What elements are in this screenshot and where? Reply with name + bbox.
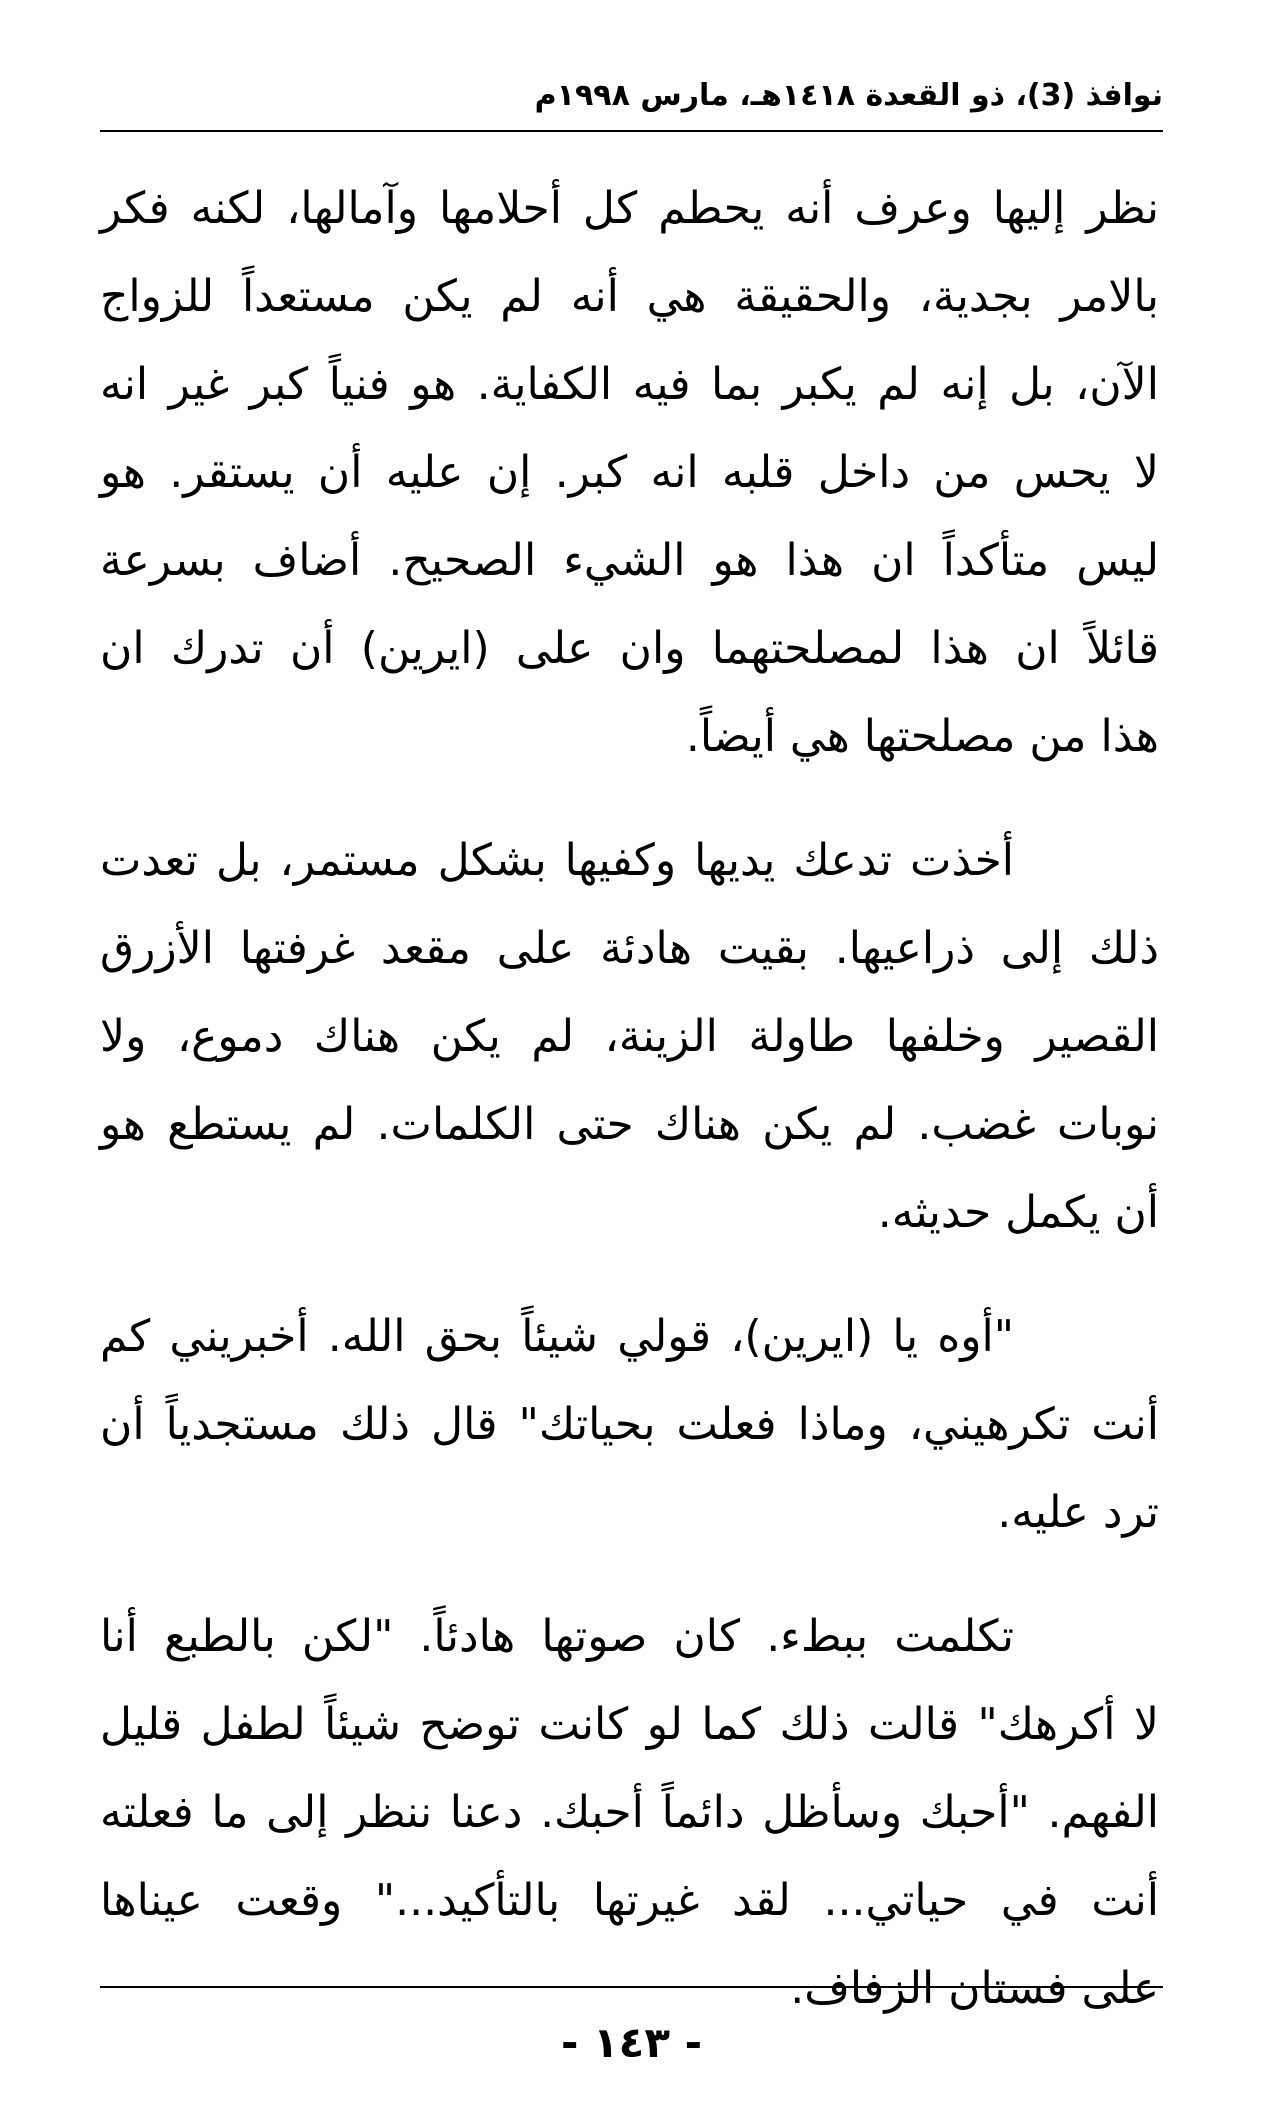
text-line: هذا من مصلحتها هي أيضاً. [685, 711, 1159, 762]
text-line: قائلاً ان هذا لمصلحتهما وان على (ايرين) أن تدرك ان [100, 623, 1159, 674]
text-line: الآن، بل إنه لم يكبر بما فيه الكفاية. هو فنياً كبر غير انه [100, 359, 1159, 410]
text-line: لا يحس من داخل قلبه انه كبر. إن عليه أن يستقر. هو [100, 447, 1159, 498]
footer-rule [100, 1986, 1163, 1988]
text-line: ذلك إلى ذراعيها. بقيت هادئة على مقعد غرفتها الأزرق [100, 923, 1159, 974]
text-line: أن يكمل حديثه. [877, 1187, 1159, 1238]
text-line: "أوه يا (ايرين)، قولي شيئاً بحق الله. أخبريني كم [100, 1311, 1014, 1362]
text-line: أخذت تدعك يديها وكفيها بشكل مستمر، بل تعدت [100, 835, 1014, 886]
running-head: نوافذ (3)، ذو القعدة ١٤١٨هـ، مارس ١٩٩٨م [534, 78, 1163, 113]
paragraph-3 [100, 1293, 1159, 1557]
text-line: بالامر بجدية، والحقيقة هي أنه لم يكن مستعداً للزواج [100, 271, 1159, 322]
paragraph-1 [100, 165, 1159, 781]
paragraph-2 [100, 817, 1159, 1257]
paragraph-4 [100, 1593, 1159, 2033]
header-rule [100, 130, 1163, 132]
text-line: تكلمت ببطء. كان صوتها هادئاً. "لكن بالطبع أنا [100, 1611, 1014, 1662]
text-line: القصير وخلفها طاولة الزينة، لم يكن هناك دموع، ولا [100, 1011, 1159, 1062]
text-line: نوبات غضب. لم يكن هناك حتى الكلمات. لم يستطع هو [100, 1099, 1159, 1150]
body-text [100, 165, 1159, 2069]
text-line: الفهم. "أحبك وسأظل دائماً أحبك. دعنا ننظر إلى ما فعلته [100, 1787, 1159, 1838]
text-line: ليس متأكداً ان هذا هو الشيء الصحيح. أضاف بسرعة [100, 535, 1159, 586]
text-line: نظر إليها وعرف أنه يحطم كل أحلامها وآمالها، لكنه فكر [100, 183, 1159, 234]
page-number: - ١٤٣ - [560, 2018, 703, 2067]
text-line: على فستان الزفاف. [790, 1963, 1159, 2014]
text-line: لا أكرهك" قالت ذلك كما لو كانت توضح شيئاً لطفل قليل [100, 1699, 1159, 1750]
text-line: ترد عليه. [997, 1487, 1159, 1538]
text-line: أنت في حياتي... لقد غيرتها بالتأكيد..." وقعت عيناها [100, 1875, 1159, 1926]
text-line: أنت تكرهيني، وماذا فعلت بحياتك" قال ذلك مستجدياً أن [100, 1399, 1159, 1450]
